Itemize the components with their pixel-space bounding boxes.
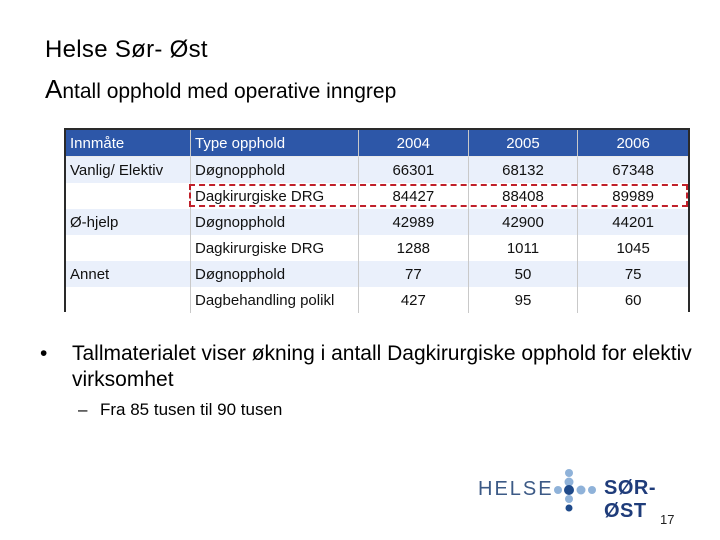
logo-dots-icon xyxy=(548,468,598,512)
cell-innmate: Ø-hjelp xyxy=(66,209,191,235)
cell-2006: 1045 xyxy=(578,235,688,261)
cell-type: Døgnopphold xyxy=(191,157,359,183)
table-row xyxy=(66,235,688,261)
cell-2005: 42900 xyxy=(469,209,579,235)
cell-2005: 1011 xyxy=(469,235,579,261)
slide-subtitle xyxy=(45,74,396,105)
cell-type: Døgnopphold xyxy=(191,261,359,287)
header-innmate: Innmåte xyxy=(66,130,191,157)
cell-2004: 66301 xyxy=(359,157,469,183)
cell-type: Dagbehandling polikl xyxy=(191,287,359,313)
bullet-sub xyxy=(78,400,282,420)
cell-2004: 84427 xyxy=(359,183,469,209)
header-2006: 2006 xyxy=(578,130,688,157)
page-number: 17 xyxy=(660,512,675,527)
cell-2006: 60 xyxy=(578,287,688,313)
header-type-opphold: Type opphold xyxy=(191,130,359,157)
table-row xyxy=(66,209,688,235)
cell-2004: 1288 xyxy=(359,235,469,261)
subtitle-initial: A xyxy=(45,74,63,104)
cell-innmate: Annet xyxy=(66,261,191,287)
cell-2006: 89989 xyxy=(578,183,688,209)
bullet-main-text: Tallmaterialet viser økning i antall Dagkirurgiske opphold for elektiv virksomhet xyxy=(72,342,692,391)
cell-2005: 88408 xyxy=(469,183,579,209)
subtitle-rest: ntall opphold med operative inngrep xyxy=(62,80,397,103)
cell-2005: 50 xyxy=(469,261,579,287)
cell-innmate xyxy=(66,235,191,261)
cell-2005: 68132 xyxy=(469,157,579,183)
header-2005: 2005 xyxy=(469,130,579,157)
table-row xyxy=(66,183,688,209)
cell-2006: 44201 xyxy=(578,209,688,235)
table-row xyxy=(66,261,688,287)
slide-title: Helse Sør- Øst xyxy=(45,36,208,63)
cell-2004: 427 xyxy=(359,287,469,313)
cell-2005: 95 xyxy=(469,287,579,313)
cell-2006: 67348 xyxy=(578,157,688,183)
bullet-dot: • xyxy=(40,342,48,365)
cell-2004: 42989 xyxy=(359,209,469,235)
cell-innmate xyxy=(66,287,191,313)
logo-helse-text: HELSE xyxy=(478,478,554,500)
data-table-frame xyxy=(64,128,690,312)
cell-type: Dagkirurgiske DRG xyxy=(191,183,359,209)
cell-type: Dagkirurgiske DRG xyxy=(191,235,359,261)
table-row xyxy=(66,287,688,313)
bullet-sub-text: Fra 85 tusen til 90 tusen xyxy=(100,400,283,419)
table-header-row xyxy=(66,130,688,157)
cell-innmate: Vanlig/ Elektiv xyxy=(66,157,191,183)
cell-type: Døgnopphold xyxy=(191,209,359,235)
cell-2006: 75 xyxy=(578,261,688,287)
table-row xyxy=(66,157,688,183)
cell-innmate xyxy=(66,183,191,209)
cell-2004: 77 xyxy=(359,261,469,287)
header-2004: 2004 xyxy=(359,130,469,157)
data-table xyxy=(66,130,688,313)
sub-bullet-dash: – xyxy=(78,400,88,419)
logo-sor-ost-text: SØR-ØST xyxy=(604,477,656,522)
